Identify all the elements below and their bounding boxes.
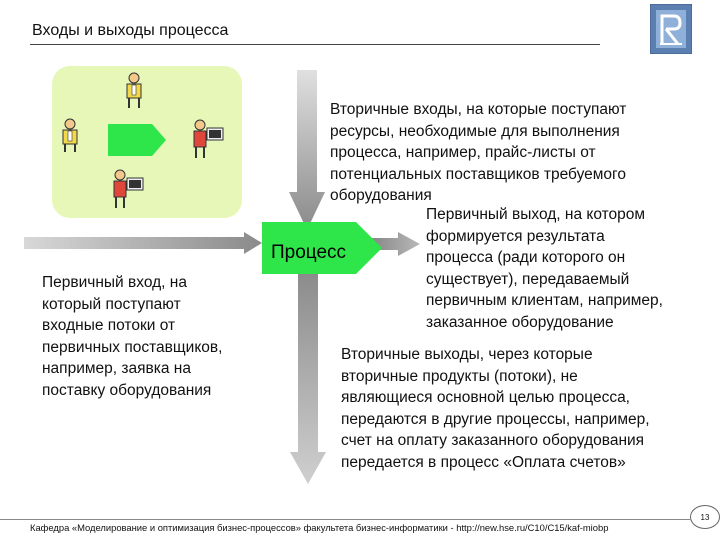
secondary-inputs-body: , на которые поступают ресурсы, необходимые для выполнения процесса, например, прайс-листы от потенциальных поставщиков требуемого оборудования [330,101,627,204]
secondary-inputs-text [330,99,690,207]
secondary-input-arrow [289,70,325,230]
slide-title: Входы и выходы процесса [32,22,229,39]
secondary-inputs-heading: Вторичные входы [330,101,458,118]
footer-divider [0,519,690,520]
secondary-outputs-text [341,344,661,473]
primary-output-text [426,204,666,333]
primary-output-body: , на котором формируется результата процесса (ради которого он существует), передаваемый первичным клиентам, например, заказанное оборудование [426,206,663,331]
primary-output-heading: Первичный выход [426,206,557,223]
primary-input-body: , на который поступают входные потоки от первичных поставщиков, например, заявка на поставку оборудования [42,274,223,399]
footer-text: Кафедра «Моделирование и оптимизация бизнес-процессов» факультета бизнес-информатики - http://new.hse.ru/C10/C15/kaf-miobp [30,522,609,533]
secondary-output-arrow [290,268,326,484]
secondary-outputs-body: , через которые вторичные продукты (потоки), не являющиеся основной целью процесса, передаются в другие процессы, например, счет на оплату заказанного оборудования передается в процесс «Оплата счетов» [341,346,650,471]
primary-input-text [42,272,242,401]
secondary-outputs-heading: Вторичные выходы [341,346,480,363]
process-label: Процесс [271,242,347,263]
primary-input-arrow [24,232,262,254]
page-number: 13 [690,505,720,529]
primary-input-heading: Первичный вход [42,274,162,291]
